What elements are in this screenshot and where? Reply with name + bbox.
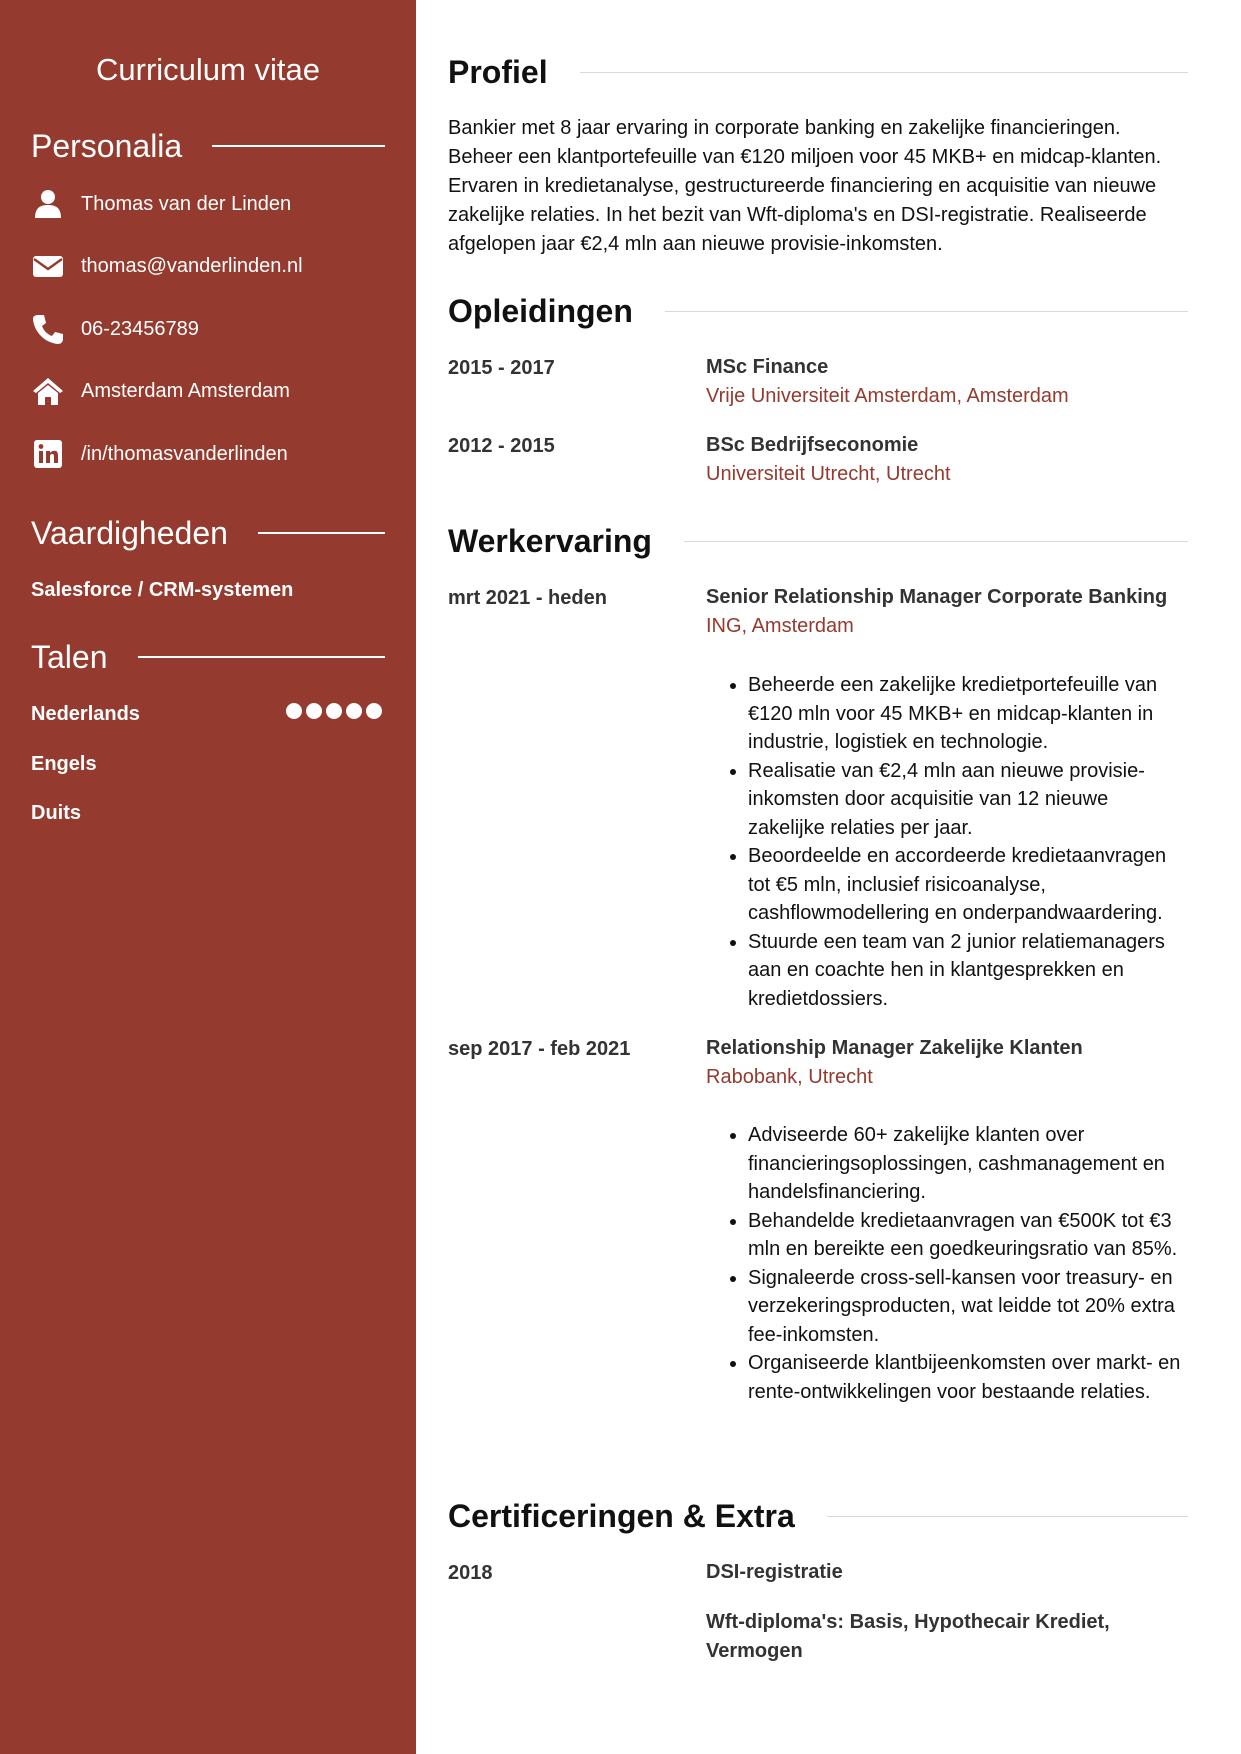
education-date: 2012 - 2015	[448, 435, 555, 457]
contact-phone[interactable]	[31, 311, 199, 347]
list-item: • Behandelde kredietaanvragen van €500K tot €3 mln en bereikte een goedkeuringsratio van 85%.	[748, 1207, 1188, 1264]
experience-title: Senior Relationship Manager Corporate Banking	[706, 586, 1168, 608]
contact-name	[31, 186, 291, 222]
contact-linkedin[interactable]	[31, 436, 288, 472]
language-level-dots	[286, 703, 382, 719]
heading-divider	[684, 541, 1188, 542]
skills-heading	[31, 513, 385, 553]
heading-divider	[212, 145, 385, 147]
education-place: Universiteit Utrecht, Utrecht	[706, 463, 951, 485]
list-item: • Stuurde een team van 2 junior relatiemanagers aan en coachte hen in klantgesprekken en kredietdossiers.	[748, 928, 1188, 1014]
language-item: Nederlands	[31, 703, 140, 725]
education-date: 2015 - 2017	[448, 357, 555, 379]
heading-divider	[258, 532, 385, 534]
skill-item: Salesforce / CRM-systemen	[31, 579, 294, 601]
certification-title: DSI-registratie	[706, 1561, 843, 1583]
list-item: • Adviseerde 60+ zakelijke klanten over financieringsoplossingen, cashmanagement en handelsfinanciering.	[748, 1121, 1188, 1207]
experience-title: Relationship Manager Zakelijke Klanten	[706, 1037, 1083, 1059]
experience-heading-label: Werkervaring	[448, 523, 652, 559]
experience-date: mrt 2021 - heden	[448, 587, 607, 609]
certification-title: Wft-diploma's: Basis, Hypothecair Krediet, Vermogen	[706, 1611, 1110, 1662]
list-item: • Beheerde een zakelijke kredietportefeuille van €120 mln voor 45 MKB+ en midcap-klanten in industrie, logistiek en technologie.	[748, 671, 1188, 757]
level-dot	[286, 703, 302, 719]
education-place: Vrije Universiteit Amsterdam, Amsterdam	[706, 385, 1069, 407]
heading-divider	[665, 311, 1188, 312]
personalia-heading	[31, 126, 385, 166]
experience-bullets	[706, 1121, 1188, 1406]
experience-entry	[706, 1034, 1188, 1092]
cv-title: Curriculum vitae	[96, 52, 320, 87]
level-dot	[306, 703, 322, 719]
experience-date: sep 2017 - feb 2021	[448, 1038, 631, 1060]
education-heading	[448, 289, 1188, 333]
profile-heading-label: Profiel	[448, 54, 548, 90]
list-item: • Signaleerde cross-sell-kansen voor treasury- en verzekeringsproducten, wat leidde tot 20% extra fee-inkomsten.	[748, 1264, 1188, 1350]
heading-divider	[827, 1516, 1188, 1517]
education-heading-label: Opleidingen	[448, 293, 633, 329]
phone-icon	[31, 312, 65, 346]
languages-heading	[31, 637, 385, 677]
linkedin-icon	[31, 437, 65, 471]
languages-heading-label: Talen	[31, 639, 108, 675]
envelope-icon	[31, 249, 65, 283]
profile-heading	[448, 50, 1188, 94]
contact-email-text[interactable]: thomas@vanderlinden.nl	[81, 255, 303, 277]
contact-name-text: Thomas van der Linden	[81, 193, 292, 215]
contact-email[interactable]	[31, 248, 303, 284]
level-dot	[346, 703, 362, 719]
education-title: MSc Finance	[706, 356, 829, 378]
education-title: BSc Bedrijfseconomie	[706, 434, 919, 456]
heading-divider	[580, 72, 1188, 73]
personalia-heading-label: Personalia	[31, 128, 183, 164]
list-item: • Beoordeelde en accordeerde kredietaanvragen tot €5 mln, inclusief risicoanalyse, cashflowmodellering en onderpandwaardering.	[748, 842, 1188, 928]
sidebar	[0, 0, 416, 1754]
user-icon	[31, 187, 65, 221]
experience-heading	[448, 519, 1188, 563]
home-icon	[31, 374, 65, 408]
certifications-heading	[448, 1494, 1188, 1538]
language-item: Engels	[31, 753, 97, 775]
contact-address-text: Amsterdam Amsterdam	[81, 380, 290, 402]
heading-divider	[138, 656, 386, 658]
education-entry	[706, 431, 1188, 489]
experience-place: ING, Amsterdam	[706, 615, 854, 637]
profile-paragraph: Bankier met 8 jaar ervaring in corporate banking en zakelijke financieringen. Beheer een klantportefeuille van €120 miljoen voor 45 MKB+ en midcap-klanten. Ervaren in kredietanalyse, gestructureerde financiering en acquisitie van nieuwe zakelijke relaties. In het bezit van Wft-diploma's en DSI-registratie. Realiseerde afgelopen jaar €2,4 mln aan nieuwe provisie-inkomsten.	[448, 117, 1162, 255]
experience-entry	[706, 583, 1188, 641]
certifications-heading-label: Certificeringen & Extra	[448, 1498, 795, 1534]
level-dot	[366, 703, 382, 719]
list-item: • Organiseerde klantbijeenkomsten over markt- en rente-ontwikkelingen voor bestaande relaties.	[748, 1349, 1188, 1406]
certification-entry	[706, 1558, 1188, 1587]
certification-entry	[706, 1608, 1188, 1666]
contact-address	[31, 373, 290, 409]
education-entry	[706, 353, 1188, 411]
skills-heading-label: Vaardigheden	[31, 515, 228, 551]
contact-linkedin-text[interactable]: /in/thomasvanderlinden	[81, 443, 288, 465]
language-item: Duits	[31, 802, 81, 824]
certification-date: 2018	[448, 1562, 493, 1584]
experience-bullets	[706, 671, 1188, 1013]
contact-phone-text[interactable]: 06-23456789	[81, 318, 199, 340]
list-item: • Realisatie van €2,4 mln aan nieuwe provisie-inkomsten door acquisitie van 12 nieuwe zakelijke relaties per jaar.	[748, 757, 1188, 843]
experience-place: Rabobank, Utrecht	[706, 1066, 873, 1088]
level-dot	[326, 703, 342, 719]
profile-text	[448, 114, 1188, 259]
